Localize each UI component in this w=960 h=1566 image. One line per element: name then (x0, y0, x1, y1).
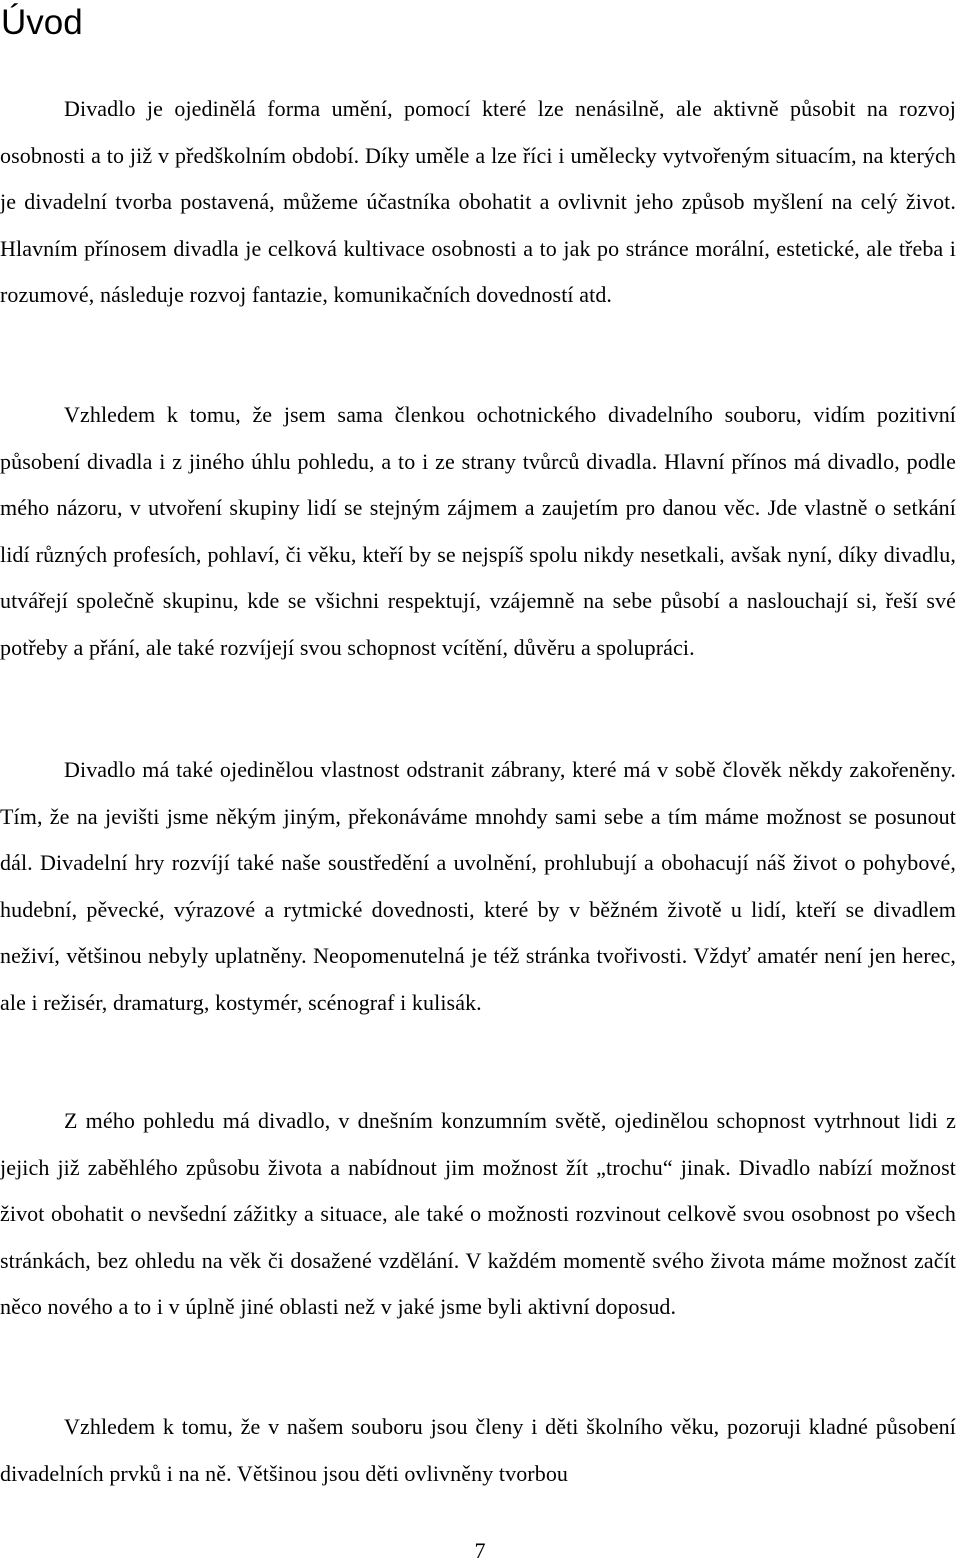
page-title: Úvod (1, 3, 83, 42)
paragraph-2: Vzhledem k tomu, že jsem sama členkou ochotnického divadelního souboru, vidím pozitivní působení divadla i z jiného úhlu pohledu, a to i ze strany tvůrců divadla. Hlavní přínos má divadlo, podle mého názoru, v utvoření skupiny lidí se stejným zájmem a zaujetím pro danou věc. Jde vlastně o setkání lidí různých profesích, pohlaví, či věku, kteří by se nejspíš spolu nikdy nesetkali, avšak nyní, díky divadlu, utvářejí společně skupinu, kde se všichni respektují, vzájemně na sebe působí a naslouchají si, řeší své potřeby a přání, ale také rozvíjejí svou schopnost vcítění, důvěru a spolupráci. (0, 402, 956, 660)
paragraph-5: Vzhledem k tomu, že v našem souboru jsou členy i děti školního věku, pozoruji kladné působení divadelních prvků i na ně. Většinou jsou děti ovlivněny tvorbou (0, 1414, 956, 1486)
page-number: 7 (474, 1538, 486, 1563)
paragraph-1: Divadlo je ojedinělá forma umění, pomocí které lze nenásilně, ale aktivně působit na rozvoj osobnosti a to již v předškolním období. Díky uměle a lze říci i umělecky vytvořeným situacím, na kterých je divadelní tvorba postavená, můžeme účastníka obohatit a ovlivnit jeho způsob myšlení na celý život. Hlavním přínosem divadla je celková kultivace osobnosti a to jak po stránce morální, estetické, ale třeba i rozumové, následuje rozvoj fantazie, komunikačních dovedností atd. (0, 96, 956, 307)
paragraph-3: Divadlo má také ojedinělou vlastnost odstranit zábrany, které má v sobě člověk někdy zakořeněny. Tím, že na jevišti jsme někým jiným, překonáváme mnohdy sami sebe a tím máme možnost se posunout dál. Divadelní hry rozvíjí také naše soustředění a uvolnění, prohlubují a obohacují náš život o pohybové, hudební, pěvecké, výrazové a rytmické dovednosti, které by v běžném životě u lidí, kteří se divadlem neživí, většinou nebyly uplatněny. Neopomenutelná je též stránka tvořivosti. Vždyť amatér není jen herec, ale i režisér, dramaturg, kostymér, scénograf i kulisák. (0, 757, 956, 1015)
paragraph-4: Z mého pohledu má divadlo, v dnešním konzumním světě, ojedinělou schopnost vytrhnout lidi z jejich již zaběhlého způsobu života a nabídnout jim možnost žít „trochu“ jinak. Divadlo nabízí možnost život obohatit o nevšední zážitky a situace, ale také o možnosti rozvinout celkově svou osobnost po všech stránkách, bez ohledu na věk či dosažené vzdělání. V každém momentě svého života máme možnost začít něco nového a to i v úplně jiné oblasti než v jaké jsme byli aktivní doposud. (0, 1108, 956, 1319)
